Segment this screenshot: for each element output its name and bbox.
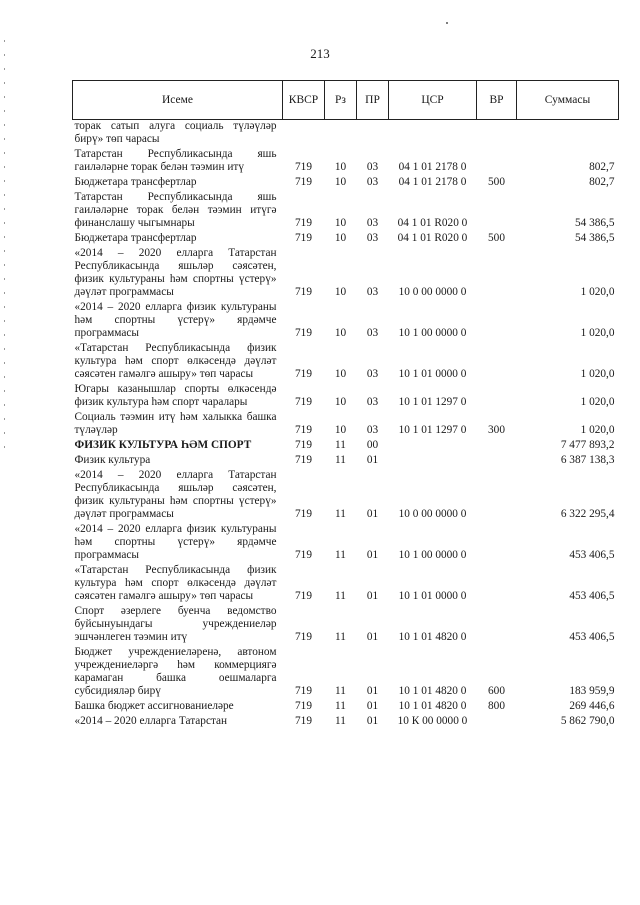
cell-pr: 01 <box>366 590 379 602</box>
cell-rz: 11 <box>335 631 346 643</box>
cell-vr <box>477 120 517 147</box>
table-row <box>73 299 619 340</box>
cell-sum: 54 386,5 <box>574 217 615 229</box>
cell-name: ФИЗИК КУЛЬТУРА ҺӘМ СПОРТ <box>74 439 252 451</box>
table-row <box>73 603 619 644</box>
cell-pr: 01 <box>366 715 379 727</box>
cell-csr: 10 1 01 0000 0 <box>398 590 467 602</box>
table-row <box>73 698 619 713</box>
cell-name: Бюджетара трансфертлар <box>74 176 197 188</box>
cell-pr: 03 <box>366 396 379 408</box>
cell-rz: 11 <box>335 508 346 520</box>
cell-kvsr: 719 <box>295 508 312 520</box>
cell-rz: 10 <box>334 424 347 436</box>
table-row <box>73 340 619 381</box>
cell-vr <box>477 713 517 728</box>
scan-speck <box>446 22 448 24</box>
cell-pr: 03 <box>366 368 379 380</box>
cell-csr: 10 К 00 0000 0 <box>397 715 468 727</box>
table-row <box>73 189 619 230</box>
table-row <box>73 230 619 245</box>
cell-kvsr <box>283 120 325 147</box>
binding-edge-marks <box>4 40 5 460</box>
header-pr: ПР <box>357 81 389 120</box>
cell-vr: 300 <box>488 424 505 436</box>
table-row <box>73 467 619 521</box>
cell-name: «2014 – 2020 елларга Татарстан Республикасында яшьләр сәясәтен, физик культураны һәм спортны үстерү» дәүләт программасы <box>74 247 277 298</box>
cell-sum: 453 406,5 <box>569 590 615 602</box>
cell-csr: 10 1 00 0000 0 <box>398 327 467 339</box>
cell-vr <box>477 452 517 467</box>
cell-rz: 10 <box>334 217 347 229</box>
cell-vr <box>477 603 517 644</box>
budget-table <box>72 80 619 728</box>
cell-vr: 500 <box>488 232 505 244</box>
cell-pr: 01 <box>366 549 379 561</box>
cell-name: Социаль тәэмин итү һәм халыкка башка түләүләр <box>74 411 277 436</box>
cell-rz: 10 <box>334 161 347 173</box>
cell-pr: 03 <box>366 286 379 298</box>
cell-kvsr: 719 <box>295 715 312 727</box>
cell-sum: 802,7 <box>589 176 615 188</box>
cell-csr: 10 1 00 0000 0 <box>398 549 467 561</box>
cell-vr <box>477 467 517 521</box>
table-body <box>73 120 619 729</box>
table-row <box>73 381 619 409</box>
cell-name: Татарстан Республикасында яшь гаиләләрне торак белән тәэмин итү <box>74 148 277 173</box>
cell-vr <box>477 437 517 452</box>
cell-rz: 10 <box>334 368 347 380</box>
cell-name: Татарстан Республикасында яшь гаиләләрне торак белән тәэмин итүгә финанслашу чыгымнары <box>74 191 277 229</box>
cell-pr: 01 <box>366 685 379 697</box>
cell-kvsr: 719 <box>295 286 312 298</box>
cell-sum: 269 446,6 <box>569 700 615 712</box>
cell-rz: 11 <box>335 685 346 697</box>
header-kvsr: КВСР <box>283 81 325 120</box>
cell-csr: 10 1 01 4820 0 <box>398 685 467 697</box>
cell-pr: 01 <box>366 454 379 466</box>
cell-pr: 01 <box>366 700 379 712</box>
table-row <box>73 713 619 728</box>
cell-name: Бюджет учреждениеләренә, автоном учреждениеләргә һәм коммерциягә карамаган башка оешмаларга субсидияләр бирү <box>74 646 277 697</box>
cell-vr <box>477 245 517 299</box>
cell-kvsr: 719 <box>295 590 312 602</box>
cell-csr: 10 1 01 4820 0 <box>398 700 467 712</box>
cell-pr: 01 <box>366 631 379 643</box>
cell-sum: 1 020,0 <box>580 424 615 436</box>
cell-rz: 11 <box>335 590 346 602</box>
cell-csr: 04 1 01 2178 0 <box>398 161 467 173</box>
cell-kvsr: 719 <box>295 327 312 339</box>
cell-sum: 453 406,5 <box>569 631 615 643</box>
cell-name: Югары казанышлар спорты өлкәсендә физик культура һәм спорт чаралары <box>74 383 277 408</box>
cell-sum: 453 406,5 <box>569 549 615 561</box>
cell-name: торак сатып алуга социаль түләүләр бирү» төп чарасы <box>74 120 277 145</box>
cell-sum <box>517 120 619 147</box>
cell-name: «Татарстан Республикасында физик культура һәм спорт өлкәсендә дәүләт сәясәтен гамәлгә ашыру» төп чарасы <box>74 564 277 602</box>
cell-kvsr: 719 <box>295 396 312 408</box>
cell-sum: 1 020,0 <box>580 327 615 339</box>
cell-kvsr: 719 <box>295 424 312 436</box>
table-row <box>73 409 619 437</box>
cell-kvsr: 719 <box>295 454 312 466</box>
cell-kvsr: 719 <box>295 161 312 173</box>
cell-pr: 03 <box>366 327 379 339</box>
cell-rz: 10 <box>334 327 347 339</box>
cell-vr <box>477 189 517 230</box>
cell-kvsr: 719 <box>295 439 312 451</box>
cell-kvsr: 719 <box>295 631 312 643</box>
cell-rz: 11 <box>335 715 346 727</box>
cell-sum: 6 387 138,3 <box>560 454 615 466</box>
cell-vr <box>477 521 517 562</box>
cell-rz <box>325 120 357 147</box>
cell-sum: 1 020,0 <box>580 286 615 298</box>
cell-csr: 10 1 01 0000 0 <box>398 368 467 380</box>
header-sum: Суммасы <box>517 81 619 120</box>
cell-csr: 10 0 00 0000 0 <box>398 508 467 520</box>
cell-rz: 10 <box>334 396 347 408</box>
table-row <box>73 174 619 189</box>
cell-pr: 00 <box>366 439 379 451</box>
cell-pr: 03 <box>366 217 379 229</box>
cell-vr: 500 <box>488 176 505 188</box>
cell-vr <box>477 299 517 340</box>
cell-sum: 7 477 893,2 <box>560 439 615 451</box>
cell-name: Бюджетара трансфертлар <box>74 232 197 244</box>
cell-kvsr: 719 <box>295 700 312 712</box>
cell-sum: 1 020,0 <box>580 368 615 380</box>
cell-vr <box>477 381 517 409</box>
cell-pr: 03 <box>366 161 379 173</box>
cell-vr: 800 <box>488 700 505 712</box>
table-row <box>73 452 619 467</box>
cell-kvsr: 719 <box>295 685 312 697</box>
cell-kvsr: 719 <box>295 368 312 380</box>
cell-rz: 11 <box>335 549 346 561</box>
cell-vr: 600 <box>488 685 505 697</box>
cell-name: Физик культура <box>74 454 151 466</box>
cell-sum: 802,7 <box>589 161 615 173</box>
header-csr: ЦСР <box>389 81 477 120</box>
table-row <box>73 521 619 562</box>
cell-sum: 1 020,0 <box>580 396 615 408</box>
cell-sum: 183 959,9 <box>569 685 615 697</box>
cell-rz: 10 <box>334 176 347 188</box>
cell-rz: 11 <box>335 454 346 466</box>
cell-csr: 10 1 01 1297 0 <box>398 424 467 436</box>
cell-rz: 11 <box>335 700 346 712</box>
cell-vr <box>477 340 517 381</box>
cell-pr: 01 <box>366 508 379 520</box>
cell-name: Спорт әзерлеге буенча ведомство буйсынуындагы учреждениеләр эшчәнлеген тәэмин итү <box>74 605 277 643</box>
cell-csr: 04 1 01 R020 0 <box>397 232 468 244</box>
cell-name: «2014 – 2020 елларга Татарстан Республикасында яшьләр сәясәтен, физик культураны һәм спортны үстерү» дәүләт программасы <box>74 469 277 520</box>
cell-csr: 10 1 01 4820 0 <box>398 631 467 643</box>
cell-name: «2014 – 2020 елларга Татарстан <box>74 715 228 727</box>
header-rz: Рз <box>325 81 357 120</box>
cell-csr: 04 1 01 2178 0 <box>398 176 467 188</box>
cell-csr <box>389 437 477 452</box>
cell-kvsr: 719 <box>295 217 312 229</box>
cell-name: «Татарстан Республикасында физик культура һәм спорт өлкәсендә дәүләт сәясәтен гамәлгә ашыру» төп чарасы <box>74 342 277 380</box>
cell-rz: 10 <box>334 232 347 244</box>
header-name: Исеме <box>73 81 283 120</box>
cell-pr: 03 <box>366 176 379 188</box>
table-header <box>73 81 619 120</box>
cell-pr: 03 <box>366 424 379 436</box>
cell-csr: 10 0 00 0000 0 <box>398 286 467 298</box>
cell-rz: 10 <box>334 286 347 298</box>
table-row <box>73 120 619 147</box>
cell-csr <box>389 452 477 467</box>
cell-sum: 6 322 295,4 <box>560 508 615 520</box>
cell-pr <box>357 120 389 147</box>
table-row <box>73 562 619 603</box>
cell-vr <box>477 562 517 603</box>
cell-csr: 10 1 01 1297 0 <box>398 396 467 408</box>
table-row <box>73 644 619 698</box>
table-row <box>73 437 619 452</box>
table-row <box>73 245 619 299</box>
cell-csr: 04 1 01 R020 0 <box>397 217 468 229</box>
cell-rz: 11 <box>335 439 346 451</box>
cell-pr: 03 <box>366 232 379 244</box>
cell-sum: 54 386,5 <box>574 232 615 244</box>
cell-vr <box>477 146 517 174</box>
header-vr: ВР <box>477 81 517 120</box>
cell-sum: 5 862 790,0 <box>560 715 615 727</box>
cell-name: «2014 – 2020 елларга физик культураны һәм спортны үстерү» ярдәмче программасы <box>74 301 277 339</box>
cell-kvsr: 719 <box>295 549 312 561</box>
cell-csr <box>389 120 477 147</box>
cell-kvsr: 719 <box>295 176 312 188</box>
cell-name: «2014 – 2020 елларга физик культураны һәм спортны үстерү» ярдәмче программасы <box>74 523 277 561</box>
page-number: 213 <box>310 46 330 61</box>
table-row <box>73 146 619 174</box>
cell-name: Башка бюджет ассигнованиеләре <box>74 700 234 712</box>
cell-kvsr: 719 <box>295 232 312 244</box>
